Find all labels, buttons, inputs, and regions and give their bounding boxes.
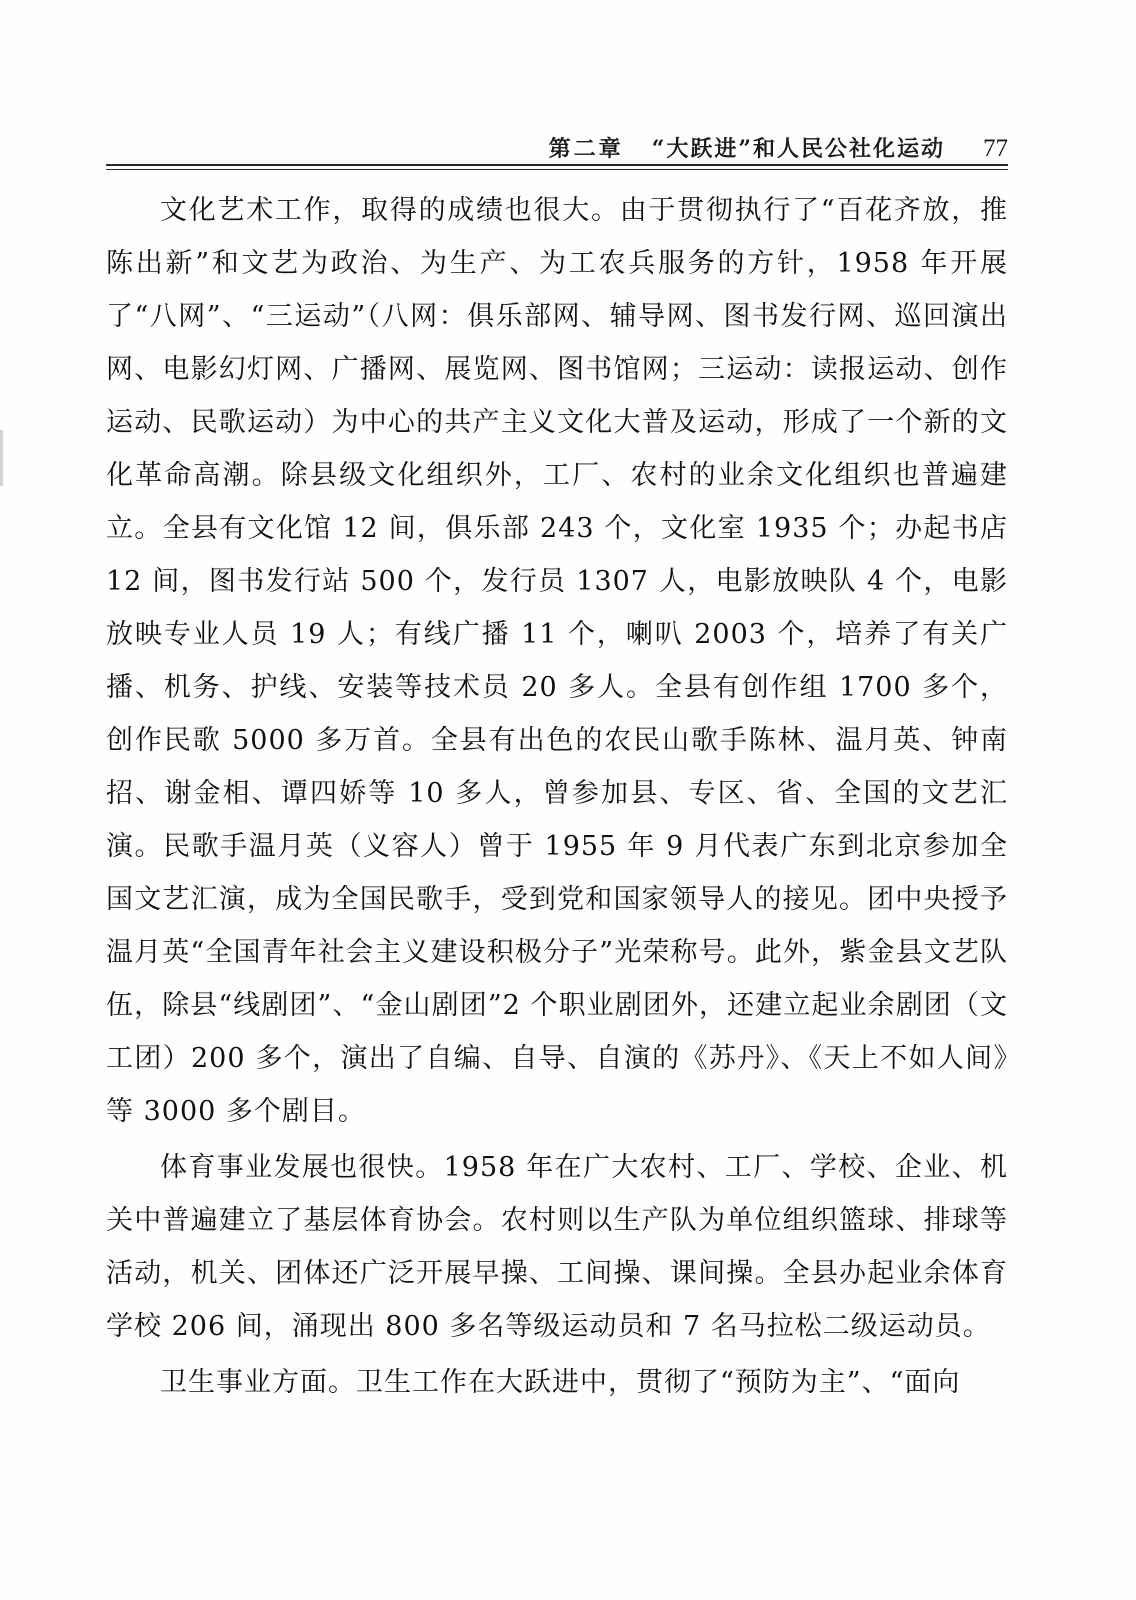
chapter-title: “大跃进”和人民公社化运动 bbox=[651, 136, 945, 162]
running-header bbox=[549, 132, 1008, 163]
header-rule-thin bbox=[106, 169, 1008, 170]
paragraph-sports: 体育事业发展也很快。1958 年在广大农村、工厂、学校、企业、机关中普遍建立了基层体育协会。农村则以生产队为单位组织篮球、排球等活动，机关、团体还广泛开展早操、工间操、课间操。全县办起业余体育学校 206 间，涌现出 800 多名等级运动员和 7 名马拉松二级运动员。 bbox=[106, 1152, 1008, 1342]
scan-edge-mark bbox=[0, 430, 3, 486]
page-number: 77 bbox=[983, 135, 1008, 162]
paragraph-health: 卫生事业方面。卫生工作在大跃进中，贯彻了“预防为主”、“面向 bbox=[160, 1367, 961, 1398]
chapter-label: 第二章 bbox=[548, 136, 624, 162]
header-rule-thick bbox=[106, 164, 1008, 166]
body-text bbox=[106, 184, 1008, 1409]
paragraph-culture-arts: 文化艺术工作，取得的成绩也很大。由于贯彻执行了“百花齐放，推陈出新”和文艺为政治、为生产、为工农兵服务的方针，1958 年开展了“八网”、“三运动”（八网：俱乐部网、辅导网、图书发行网、巡回演出网、电影幻灯网、广播网、展览网、图书馆网；三运动：读报运动、创作运动、民歌运动）为中心的共产主义文化大普及运动，形成了一个新的文化革命高潮。除县级文化组织外，工厂、农村的业余文化组织也普遍建立。全县有文化馆 12 间，俱乐部 243 个，文化室 1935 个；办起书店 12 间，图书发行站 500 个，发行员 1307 人，电影放映队 4 个，电影放映专业人员 19 人；有线广播 11 个，喇叭 2003 个，培养了有关广播、机务、护线、安装等技术员 20 多人。全县有创作组 1700 多个，创作民歌 5000 多万首。全县有出色的农民山歌手陈林、温月英、钟南招、谢金相、谭四娇等 10 多人，曾参加县、专区、省、全国的文艺汇演。民歌手温月英（义容人）曾于 1955 年 9 月代表广东到北京参加全国文艺汇演，成为全国民歌手，受到党和国家领导人的接见。团中央授予温月英“全国青年社会主义建设积极分子”光荣称号。此外，紫金县文艺队伍，除县“线剧团”、“金山剧团”2 个职业剧团外，还建立起业余剧团（文工团）200 多个，演出了自编、自导、自演的《苏丹》、《天上不如人间》等 3000 多个剧目。 bbox=[106, 195, 1008, 1127]
